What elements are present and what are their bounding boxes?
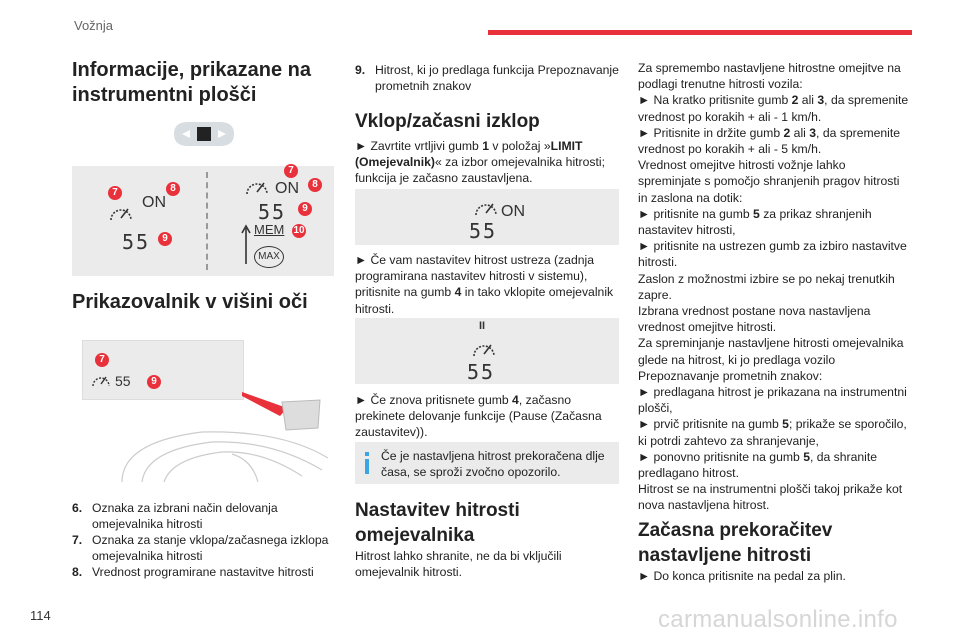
panel-divider (206, 172, 210, 270)
speed-change-instructions (638, 60, 910, 514)
status-on-text-2: ON (275, 180, 299, 197)
line-suggested: ► predlagana hitrost je prikazana na instrumentni plošči, (638, 385, 907, 416)
legend-list-cont (355, 62, 619, 94)
hud-illustration (82, 330, 332, 482)
callout-7-right: 7 (284, 164, 298, 178)
section-header: Vožnja (74, 18, 114, 33)
legend-list (72, 500, 334, 580)
mem-label: MEM (254, 222, 285, 237)
line-traffic-sign: Za spreminjanje nastavljene hitrosti omejevalnika glede na hitrost, ki jo predlaga vozilo Prepoznavanje prometnih znakov: (638, 336, 904, 383)
accent-bar (488, 30, 912, 35)
line-long-press: ► Pritisnite in držite gumb 2 ali 3, da spremenite vrednost po korakih + ali - 5 km/h. (638, 125, 901, 157)
max-label: MAX (254, 246, 284, 268)
line-short-press: ► Na kratko pritisnite gumb 2 ali 3, da spremenite vrednost po korakih + ali - 1 km/h. (638, 93, 909, 124)
speedometer-limit-icon (108, 202, 134, 224)
speed-value-4: 55 (467, 360, 496, 384)
legend-item-8: 8. Vrednost programirane nastavitve hitrosti (72, 565, 314, 579)
callout-8: 8 (166, 182, 180, 196)
callout-9: 9 (158, 232, 172, 246)
line-select: ► pritisnite na ustrezen gumb za izbiro nastavitve hitrosti. (638, 239, 907, 270)
speedometer-limit-icon-2 (244, 176, 270, 198)
hud-speed: 55 (115, 373, 131, 389)
limiter-on-panel (355, 189, 619, 245)
instrument-display-panel (72, 166, 334, 276)
line-intro: Za spremembo nastavljene hitrostne omejitve na podlagi trenutne hitrosti vozila: (638, 61, 901, 92)
line-stored-thresholds: Vrednost omejitve hitrosti vožnje lahko spreminjate s pomočjo shranjenih pragov hitrosti in zaslona na dotik: (638, 158, 900, 205)
status-on-text-3: ON (501, 203, 525, 220)
speed-value-2: 55 (258, 200, 287, 224)
callout-8-right: 8 (308, 178, 322, 192)
hud-callout-9: 9 (147, 375, 161, 389)
info-note-text: Če je nastavljena hitrost prekoračena dlje časa, se sproži zvočno opozorilo. (381, 449, 605, 480)
legend-item-7: 7. Oznaka za stanje vklopa/začasnega izklopa omejevalnika hitrosti (72, 533, 329, 563)
heading-set-speed: Nastavitev hitrosti omejevalnika (355, 500, 520, 546)
legend-item-6: 6. Oznaka za izbrani način delovanja omejevalnika hitrosti (72, 501, 278, 531)
line-screen-closes: Zaslon z možnostmi izbire se po nekaj trenutkih zapre. (638, 271, 895, 302)
pause-icon: II (479, 320, 486, 332)
legend-item-9: 9. Hitrost, ki jo predlaga funkcija Prepoznavanje prometnih znakov (355, 63, 619, 93)
line-shown-new: Hitrost se na instrumentni plošči takoj prikaže kot nova nastavljena hitrost. (638, 482, 903, 513)
heading-hud: Prikazovalnik v višini oči (72, 291, 308, 313)
arrow-up-icon (240, 224, 252, 266)
line-press-5: ► pritisnite na gumb 5 za prikaz shranjenih nastavitev hitrosti, (638, 206, 872, 238)
speed-value-3: 55 (469, 219, 498, 243)
paragraph-press-4: ► Če vam nastavitev hitrost ustreza (zadnja programirana nastavitev hitrosti v sistemu), pritisnite na gumb 4 in tako vklopite omejevalnik hitrosti. (355, 253, 614, 316)
limiter-pause-panel (355, 318, 619, 384)
speedometer-limit-icon-3 (473, 197, 499, 219)
paragraph-turn-knob: ► Zavrtite vrtljivi gumb 1 v položaj »LIMIT (Omejevalnik)« za izbor omejevalnika hitrosti; funkcija je začasno zaustavljena. (355, 139, 605, 186)
callout-10: 10 (293, 225, 305, 236)
instrument-cluster-icon (164, 116, 244, 154)
heading-temporary-overrun: Začasna prekoračitev nastavljene hitrosti (638, 520, 833, 566)
status-on-text: ON (142, 194, 166, 211)
line-accelerator: ► Do konca pritisnite na pedal za plin. (638, 569, 846, 583)
paragraph-store-speed: Hitrost lahko shranite, ne da bi vključili omejevalnik hitrosti. (355, 549, 562, 580)
hud-callout-7: 7 (95, 353, 109, 367)
callout-9-right: 9 (298, 202, 312, 216)
line-new-value: Izbrana vrednost postane nova nastavljena vrednost omejitve hitrosti. (638, 304, 871, 335)
callout-7: 7 (108, 186, 122, 200)
speedometer-limit-icon-4 (471, 338, 497, 360)
page-number: 114 (30, 608, 51, 623)
heading-on-off: Vklop/začasni izklop (355, 111, 540, 132)
info-icon (365, 452, 369, 474)
paragraph-pause: ► Če znova pritisnete gumb 4, začasno prekinete delovanje funkcije (Pause (Začasna zaustavitev)). (355, 393, 602, 440)
speed-value: 55 (122, 230, 151, 254)
line-first-press: ► prvič pritisnite na gumb 5; prikaže se sporočilo, ki potrdi zahtevo za shranjevanje, (638, 417, 907, 448)
dashboard-outline-graphic (82, 370, 332, 482)
watermark: carmanualsonline.info (658, 606, 898, 633)
heading-instrument-panel: Informacije, prikazane na instrumentni plošči (72, 59, 311, 106)
info-note (355, 442, 619, 484)
line-second-press: ► ponovno pritisnite na gumb 5, da shranite predlagano hitrost. (638, 449, 878, 481)
